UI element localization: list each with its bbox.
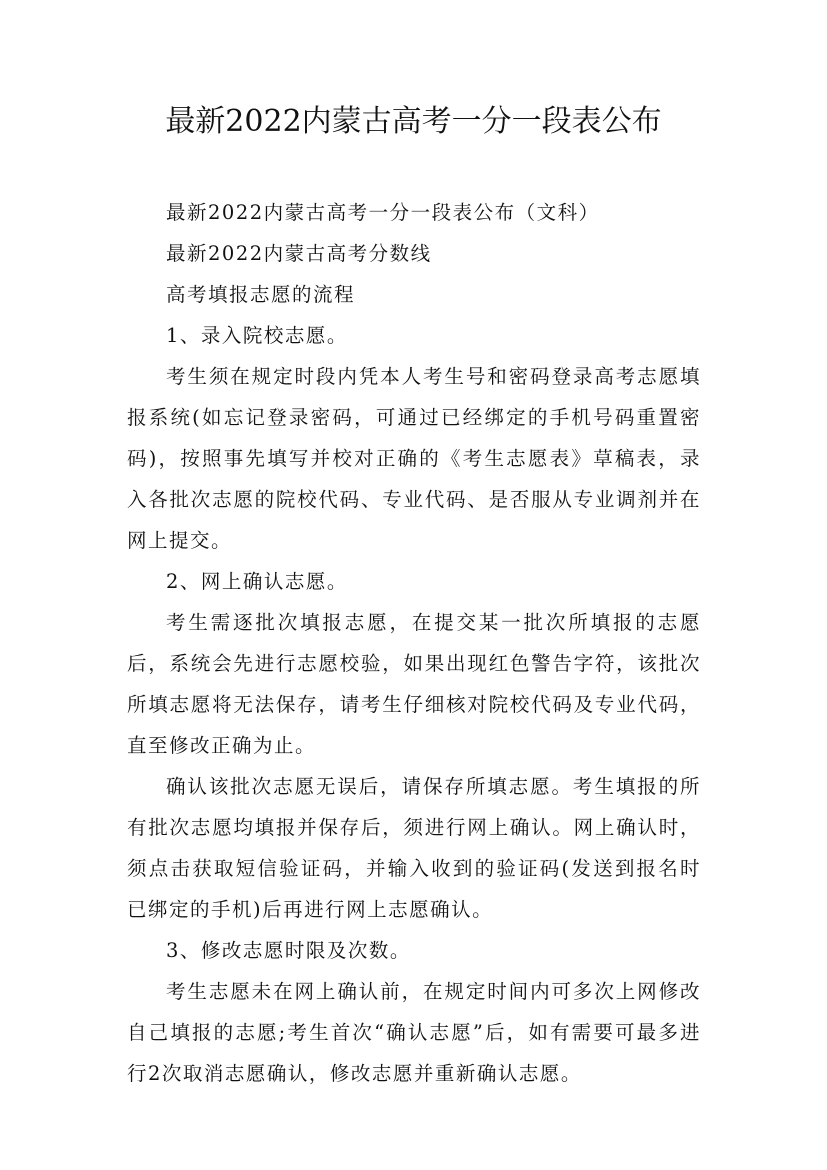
paragraph-step-3-body: 考生志愿未在网上确认前，在规定时间内可多次上网修改自己填报的志愿;考生首次“确认志愿”后，如有需要可最多进行2次取消志愿确认，修改志愿并重新确认志愿。 <box>127 980 701 1085</box>
paragraph-step-1-heading: 1、录入院校志愿。 <box>166 324 348 347</box>
paragraph-step-1-body: 考生须在规定时段内凭本人考生号和密码登录高考志愿填报系统(如忘记登录密码，可通过已经绑定的手机号码重置密码)，按照事先填写并校对正确的《考生志愿表》草稿表，录入各批次志愿的院校代码、专业代码、是否服从专业调剂并在网上提交。 <box>127 365 701 552</box>
document-body <box>127 192 701 1094</box>
document-title: 最新2022内蒙古高考一分一段表公布 <box>165 104 662 139</box>
paragraph-subtitle-wenke: 最新2022内蒙古高考一分一段表公布（文科） <box>166 201 600 224</box>
paragraph-step-3-heading: 3、修改志愿时限及次数。 <box>166 939 411 962</box>
paragraph-step-2-confirm: 确认该批次志愿无误后，请保存所填志愿。考生填报的所有批次志愿均填报并保存后，须进行网上确认。网上确认时，须点击获取短信验证码，并输入收到的验证码(发送到报名时已绑定的手机)后再进行网上志愿确认。 <box>127 775 701 921</box>
paragraph-section-heading: 高考填报志愿的流程 <box>166 283 356 306</box>
paragraph-subtitle-score-line: 最新2022内蒙古高考分数线 <box>166 242 432 265</box>
paragraph-step-2-heading: 2、网上确认志愿。 <box>166 570 348 593</box>
paragraph-step-2-body: 考生需逐批次填报志愿，在提交某一批次所填报的志愿后，系统会先进行志愿校验，如果出现红色警告字符，该批次所填志愿将无法保存，请考生仔细核对院校代码及专业代码，直至修改正确为止。 <box>127 611 701 757</box>
